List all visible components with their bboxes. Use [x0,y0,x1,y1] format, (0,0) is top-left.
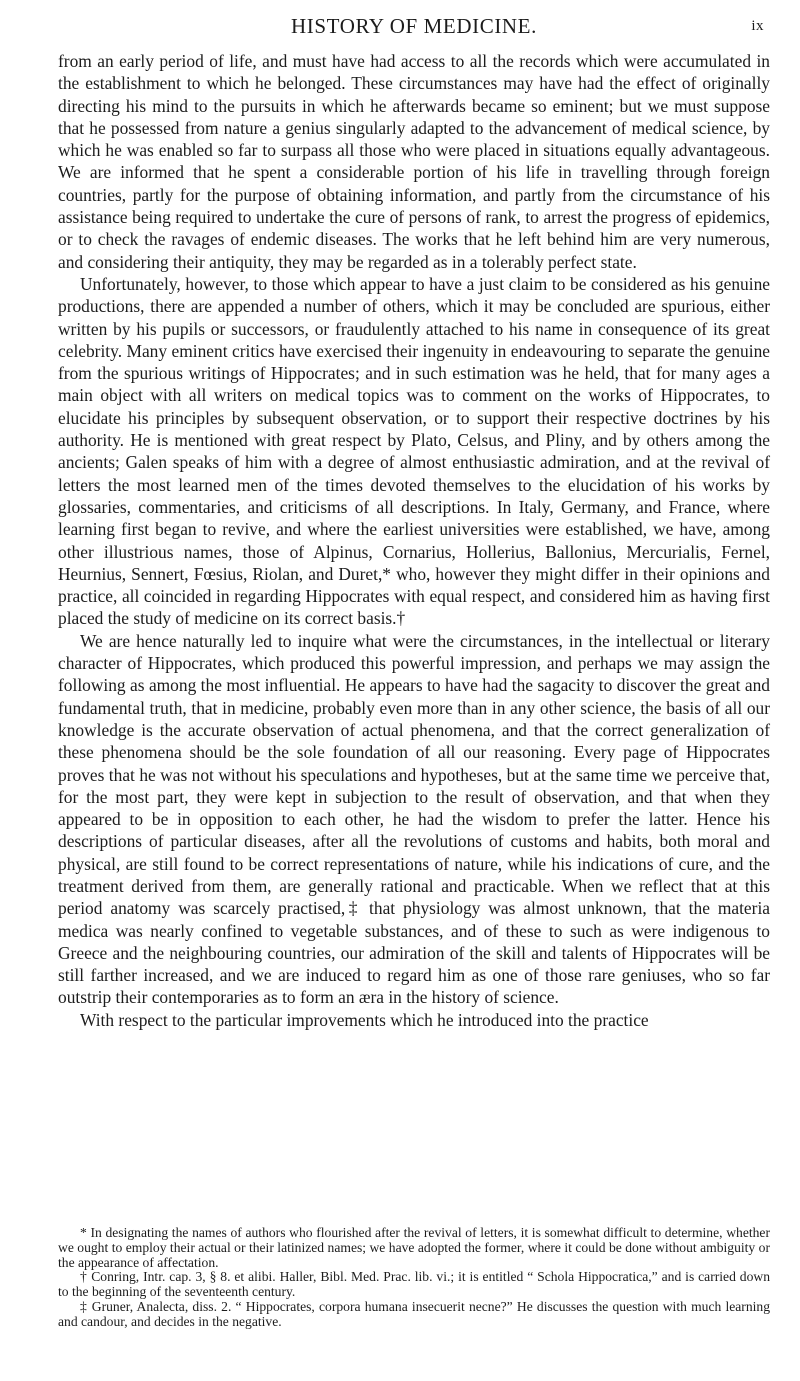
paragraph: With respect to the particular improvements which he introduced into the practice [80,1009,649,1030]
main-text [58,50,770,1031]
footnote: † Conring, Intr. cap. 3, § 8. et alibi. Haller, Bibl. Med. Prac. lib. vi.; it is entitled “ Schola Hippocratica,” and is carried down to the beginning of the seventeenth century. [58,1269,770,1300]
page-header [58,14,770,42]
footnotes [58,1226,770,1330]
paragraph: We are hence naturally led to inquire what were the circumstances, in the intellectual or literary character of Hippocrates, which produced this powerful impression, and perhaps we may assign the following as among the most influential. He appears to have had the sagacity to discover the great and fundamental truth, that in medicine, probably even more than in any other science, the basis of all our knowledge is the accurate observation of actual phenomena, and that the correct generalization of these phenomena should be the sole foundation of all our reasoning. Every page of Hippocrates proves that he was not without his speculations and hypotheses, but at the same time we perceive that, for the most part, they were kept in subjection to the result of observation, and that when they appeared to be in opposition to each other, he had the wisdom to prefer the latter. Hence his descriptions of particular diseases, after all the revolutions of customs and habits, both moral and physical, are still found to be correct representations of nature, while his indications of cure, and the treatment derived from them, are generally rational and practicable. When we reflect that at this period anatomy was scarcely practised,‡ that physiology was almost unknown, that the materia medica was nearly confined to vegetable substances, and of these to such as were indigenous to Greece and the neighbouring countries, our admiration of the skill and talents of Hippocrates will be still farther increased, and we are induced to regard him as one of those rare geniuses, who so far outstrip their contemporaries as to form an æra in the history of science. [58,630,770,1008]
paragraph: from an early period of life, and must have had access to all the records which were accumulated in the establishment to which he belonged. These circumstances may have had the effect of originally directing his mind to the pursuits in which he afterwards became so eminent; but we must suppose that he possessed from nature a genius singularly adapted to the advancement of medical science, by which he was enabled so far to surpass all those who were placed in situations equally advantageous. We are informed that he spent a considerable portion of his life in travelling through foreign countries, partly for the purpose of obtaining information, and partly from the circumstance of his assistance being required to undertake the cure of persons of rank, to arrest the progress of epidemics, or to check the ravages of endemic diseases. The works that he left behind him are very numerous, and considering their antiquity, they may be regarded as in a tolerably perfect state. [58,51,770,272]
footnote: * In designating the names of authors who flourished after the revival of letters, it is somewhat difficult to determine, whether we ought to employ their actual or their latinized names; we have adopted the former, where it could be done without ambiguity or the appearance of affectation. [58,1225,770,1270]
footnote: ‡ Gruner, Analecta, diss. 2. “ Hippocrates, corpora humana insecuerit necne?” He discusses the question with much learning and candour, and decides in the negative. [58,1298,770,1329]
paragraph: Unfortunately, however, to those which appear to have a just claim to be considered as his genuine productions, there are appended a number of others, which it may be concluded are spurious, either written by his pupils or successors, or fraudulently attached to his name in consequence of its great celebrity. Many eminent critics have exercised their ingenuity in endeavouring to separate the genuine from the spurious writings of Hippocrates; and in such estimation was he held, that for many ages a main object with all writers on medical topics was to comment on the works of Hippocrates, to elucidate his principles by subsequent observation, or to support their respective doctrines by his authority. He is mentioned with great respect by Plato, Celsus, and Pliny, and by others among the ancients; Galen speaks of him with a degree of almost enthusiastic admiration, and at the revival of letters the most learned men of the times devoted themselves to the elucidation of his works by glossaries, commentaries, and criticisms of all descriptions. In Italy, Germany, and France, where learning first began to revive, and where the earliest universities were established, we have, among other illustrious names, those of Alpinus, Cornarius, Hollerius, Ballonius, Mercurialis, Fernel, Heurnius, Sennert, Fœsius, Riolan, and Duret,* who, however they might differ in their opinions and practice, all coincided in regarding Hippocrates with equal respect, and considered him as having first placed the study of medicine on its correct basis.† [58,273,770,629]
page-number: ix [751,18,764,34]
running-title: HISTORY OF MEDICINE. [291,14,537,38]
